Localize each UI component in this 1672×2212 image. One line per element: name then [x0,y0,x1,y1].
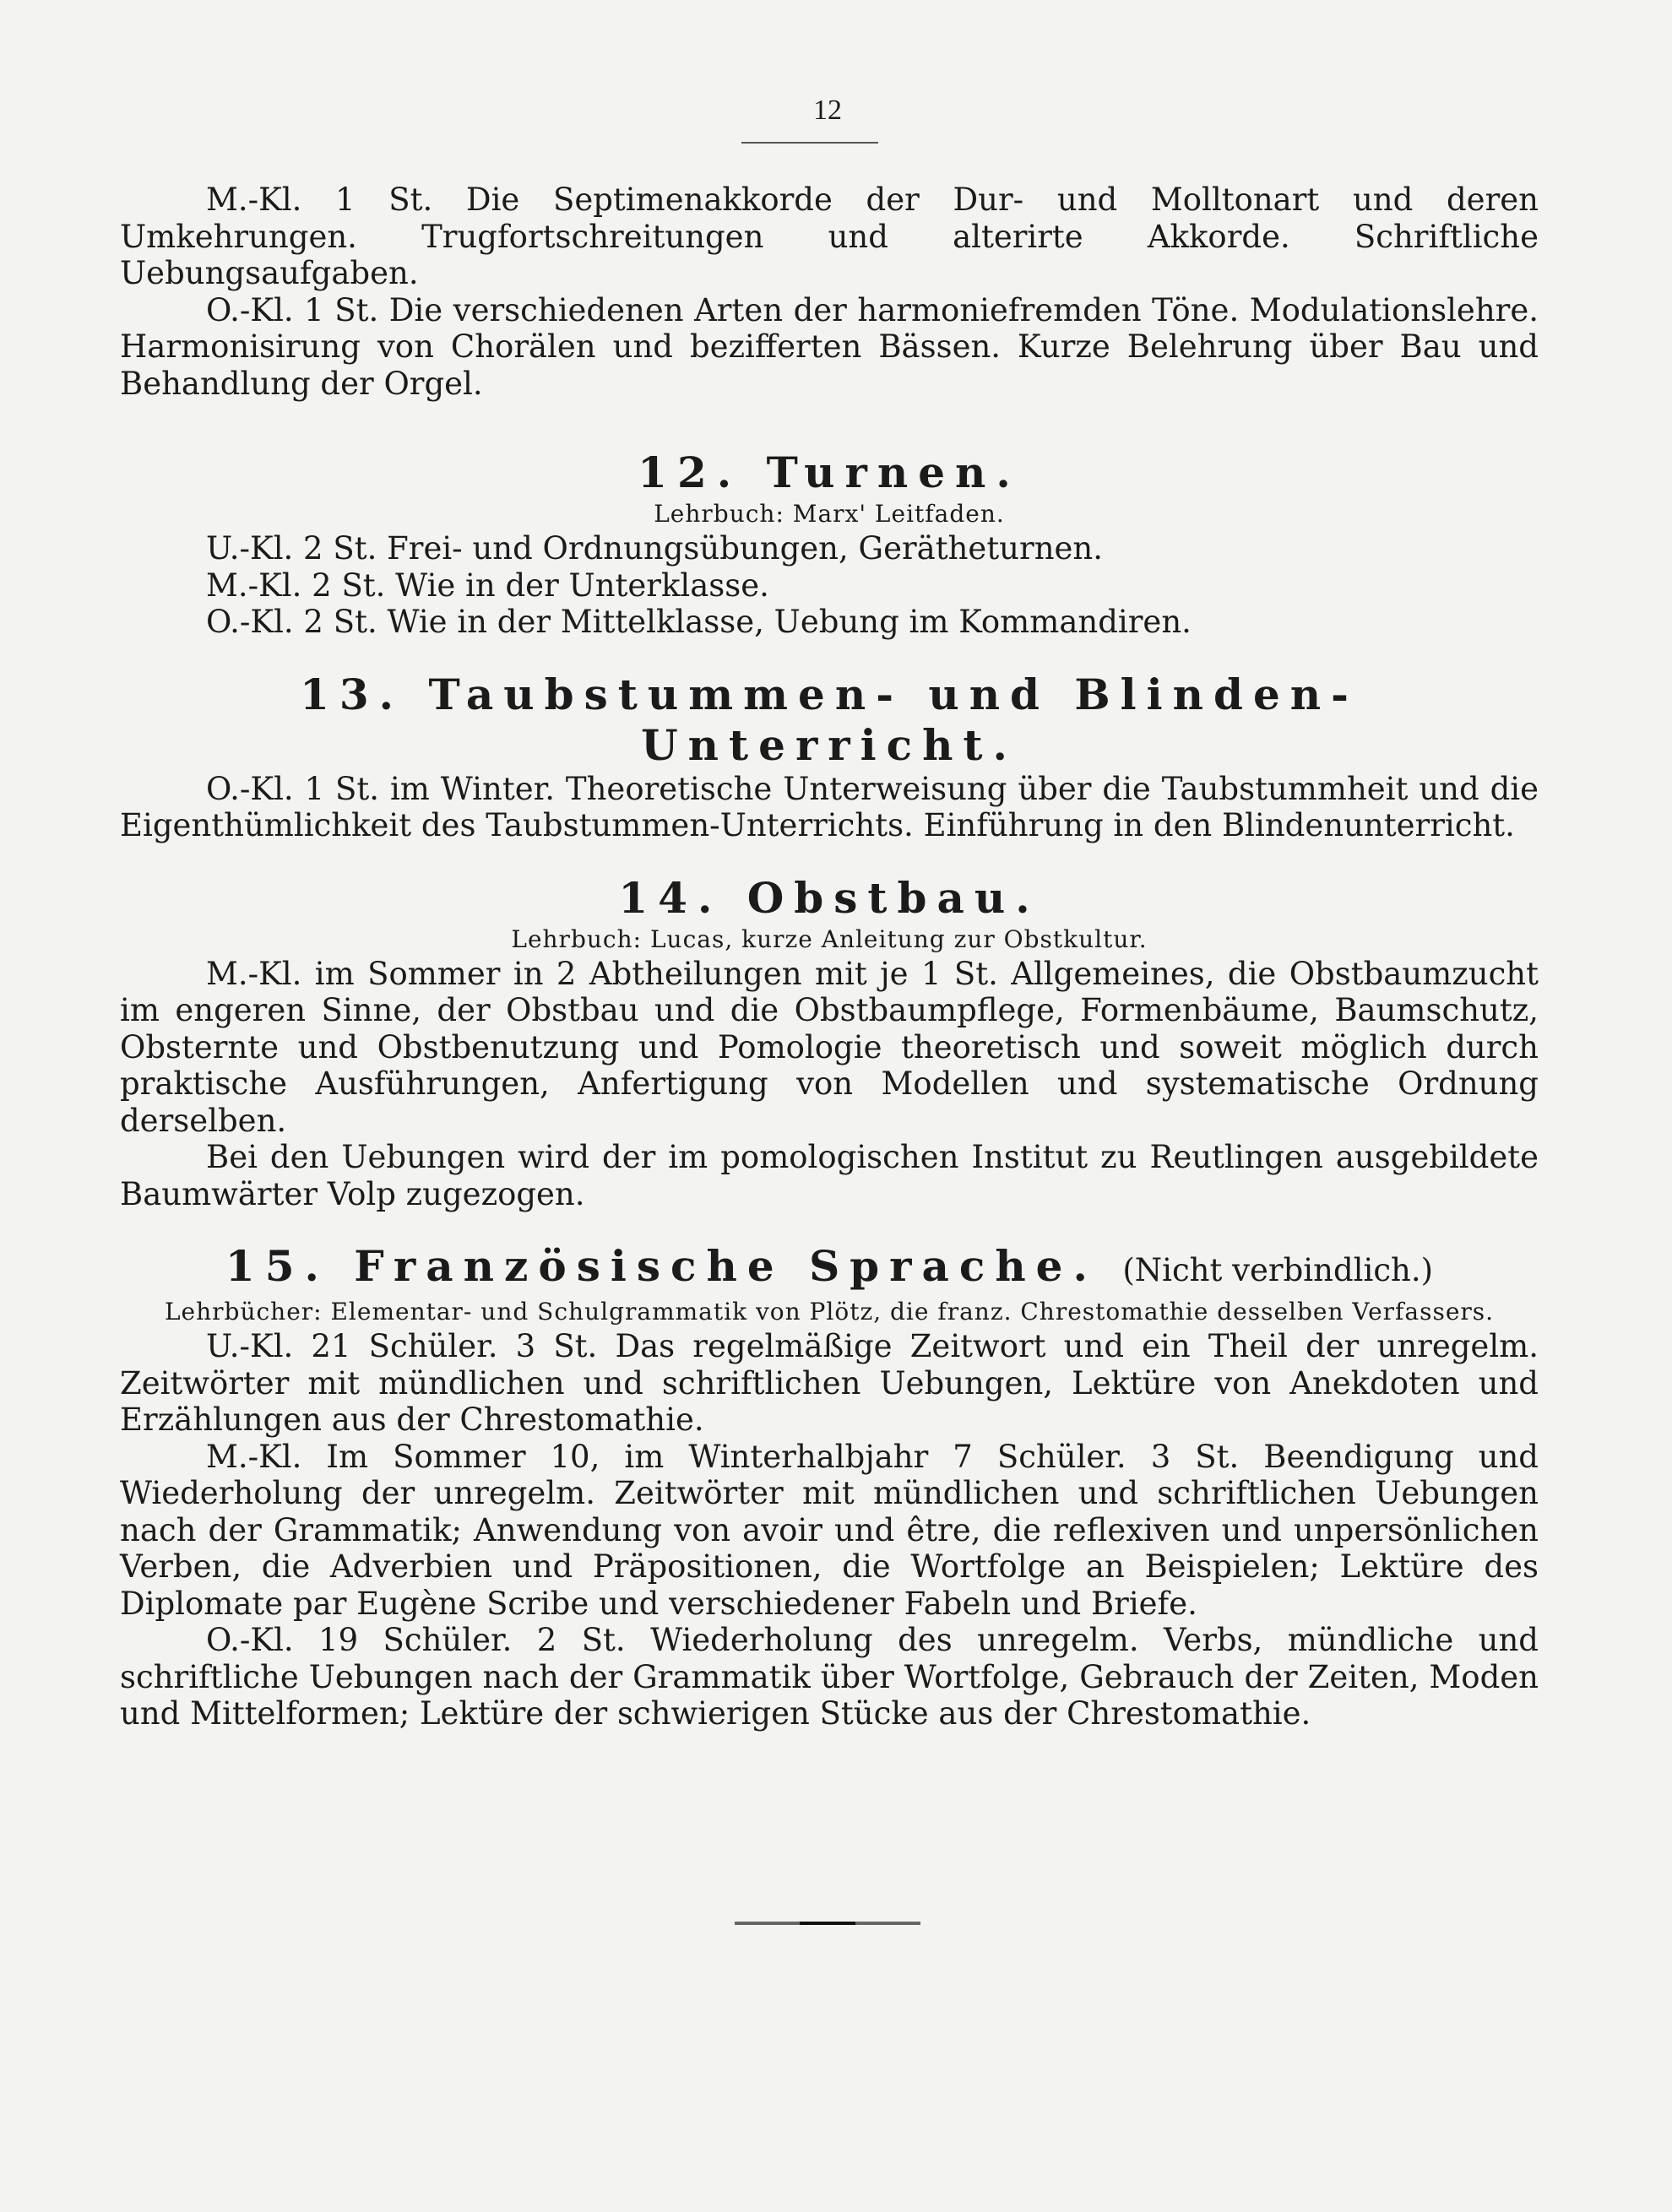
page-number: 12 [813,95,842,126]
section-paragraph: M.-Kl. im Sommer in 2 Abtheilungen mit je 1 St. Allgemeines, die Obstbaumzucht im engeren Sinne, der Obstbau und die Obstbaumpflege, Formenbäume, Baumschutz, Obsternte und Obstbenutzung und Pomologie theoretisch und soweit möglich durch praktische Ausführungen, Anfertigung von Modellen und systematische Ordnung derselben. [120,955,1539,1139]
section-paragraph: O.-Kl. 2 St. Wie in der Mittelklasse, Uebung im Kommandiren. [206,604,1192,640]
section-paragraph: U.-Kl. 2 St. Frei- und Ordnungsübungen, Gerätheturnen. [206,530,1104,567]
intro-paragraph: O.-Kl. 1 St. Die verschiedenen Arten der harmoniefremden Töne. Modulationslehre. Harmonisirung von Chorälen und bezifferten Bässen. Kurze Belehrung über Bau und Behandlung der Orgel. [120,291,1539,402]
section-textbook: Lehrbuch: Marx' Leitfaden. [654,500,1005,528]
section-title-taubstummen: 13. Taubstummen- und Blinden-Unterricht. [300,669,1359,770]
section-title-text: 15. Französische Sprache. [225,1241,1098,1291]
section-title-turnen: 12. Turnen. [638,447,1021,497]
header-rule [741,142,878,144]
section-paragraph: O.-Kl. 1 St. im Winter. Theoretische Unterweisung über die Taubstummheit und die Eigenthümlichkeit des Taubstummen-Unterrichts. Einführung in den Blindenunterricht. [120,770,1539,843]
section-title-obstbau: 14. Obstbau. [618,872,1040,923]
section-title-franzoesisch [120,1241,1539,1296]
section-title-note: (Nicht verbindlich.) [1122,1252,1434,1288]
section-textbook: Lehrbuch: Lucas, kurze Anleitung zur Obstkultur. [511,924,1148,953]
section-textbook: Lehrbücher: Elementar- und Schulgrammatik von Plötz, die franz. Chrestomathie desselben Verfassers. [164,1298,1495,1326]
section-paragraph: U.-Kl. 21 Schüler. 3 St. Das regelmäßige Zeitwort und ein Theil der unregelm. Zeitwörter mit mündlichen und schriftlichen Uebungen, Lektüre von Anekdoten und Erzählungen aus der Chrestomathie. [120,1328,1539,1438]
section-paragraph: M.-Kl. Im Sommer 10, im Winterhalbjahr 7 Schüler. 3 St. Beendigung und Wiederholung der unregelm. Zeitwörter mit mündlichen und schriftlichen Uebungen nach der Grammatik; Anwendung von avoir und être, die reflexiven und unpersönlichen Verben, die Adverbien und Präpositionen, die Wortfolge an Beispielen; Lektüre des Diplomate par Eugène Scribe und verschiedener Fabeln und Briefe. [120,1438,1539,1622]
section-paragraph: O.-Kl. 19 Schüler. 2 St. Wiederholung des unregelm. Verbs, mündliche und schriftliche Uebungen nach der Grammatik über Wortfolge, Gebrauch der Zeiten, Moden und Mittelformen; Lektüre der schwierigen Stücke aus der Chrestomathie. [120,1622,1539,1732]
closing-rule [735,1922,920,1925]
intro-paragraph: M.-Kl. 1 St. Die Septimenakkorde der Dur- und Molltonart und deren Umkehrungen. Trugfortschreitungen und alterirte Akkorde. Schriftliche Uebungsaufgaben. [120,182,1539,291]
page-content [120,182,1539,1732]
section-paragraph: M.-Kl. 2 St. Wie in der Unterklasse. [206,567,769,604]
section-paragraph: Bei den Uebungen wird der im pomologischen Institut zu Reutlingen ausgebildete Baumwärter Volp zugezogen. [120,1139,1539,1212]
